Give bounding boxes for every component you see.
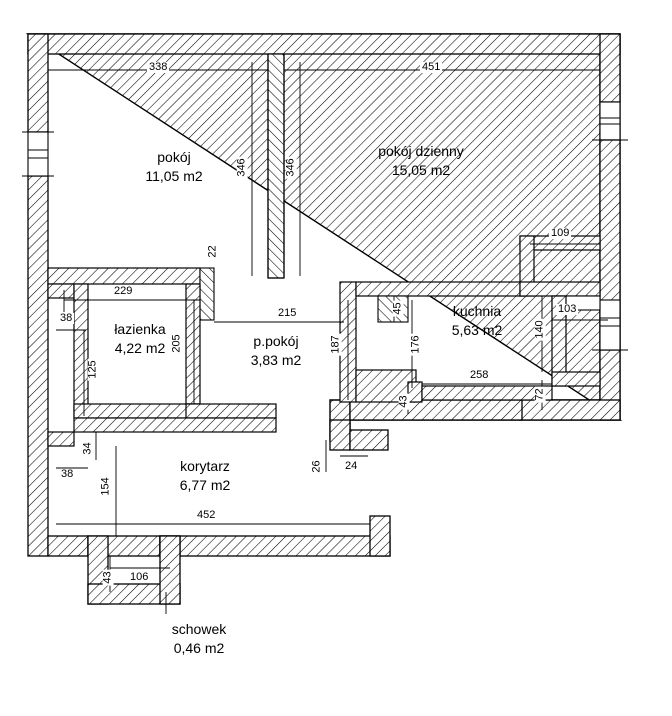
dimension-26: 26 (310, 460, 323, 473)
dimension-451: 451 (422, 61, 441, 73)
room-area: 6,77 m2 (179, 476, 231, 493)
room-area: 0,46 m2 (173, 639, 225, 656)
room-name: p.pokój (253, 333, 299, 349)
room-label-schowek (139, 620, 259, 658)
dimension-140: 140 (533, 320, 546, 339)
dimension-452: 452 (197, 509, 216, 521)
room-area: 5,63 m2 (451, 321, 503, 338)
dimension-176: 176 (409, 335, 422, 354)
dimension-229: 229 (114, 285, 133, 297)
room-area: 11,05 m2 (145, 167, 203, 184)
room-name: schowek (171, 621, 227, 637)
dimension-109: 109 (551, 227, 570, 239)
dimension-258: 258 (470, 369, 489, 381)
room-area: 15,05 m2 (391, 161, 451, 178)
room-label-pokoj-dzienny (346, 142, 496, 180)
room-name: kuchnia (452, 303, 502, 319)
dimension-72: 72 (533, 388, 546, 401)
dimension-338: 338 (149, 61, 168, 73)
room-name: korytarz (180, 458, 230, 474)
dimension-106: 106 (130, 571, 149, 583)
dimension-38-top: 38 (60, 312, 73, 324)
dimension-346-right: 346 (284, 158, 297, 177)
dimension-125: 125 (86, 360, 99, 379)
dimension-22: 22 (206, 245, 219, 258)
dimension-346-left: 346 (235, 158, 248, 177)
dimension-103: 103 (558, 303, 577, 315)
room-name: łazienka (114, 321, 166, 337)
dimension-154: 154 (99, 477, 112, 496)
room-area: 3,83 m2 (250, 351, 302, 368)
room-area: 4,22 m2 (114, 339, 166, 356)
dimension-205: 205 (170, 334, 183, 353)
room-name: pokój (157, 149, 191, 165)
room-label-korytarz (145, 457, 265, 495)
room-label-pokoj (114, 148, 234, 186)
dimension-24: 24 (345, 460, 358, 472)
room-name: pokój dzienny (378, 143, 464, 159)
dimension-45: 45 (391, 302, 404, 315)
dimension-43-bottom: 43 (101, 571, 114, 584)
dimension-187: 187 (329, 335, 342, 354)
room-label-p-pokoj (216, 332, 336, 370)
room-label-kuchnia (417, 302, 537, 340)
dimension-43-kitchen: 43 (397, 395, 410, 408)
dimension-34: 34 (81, 442, 94, 455)
dimension-38-bottom: 38 (61, 468, 74, 480)
dimension-215: 215 (278, 307, 297, 319)
